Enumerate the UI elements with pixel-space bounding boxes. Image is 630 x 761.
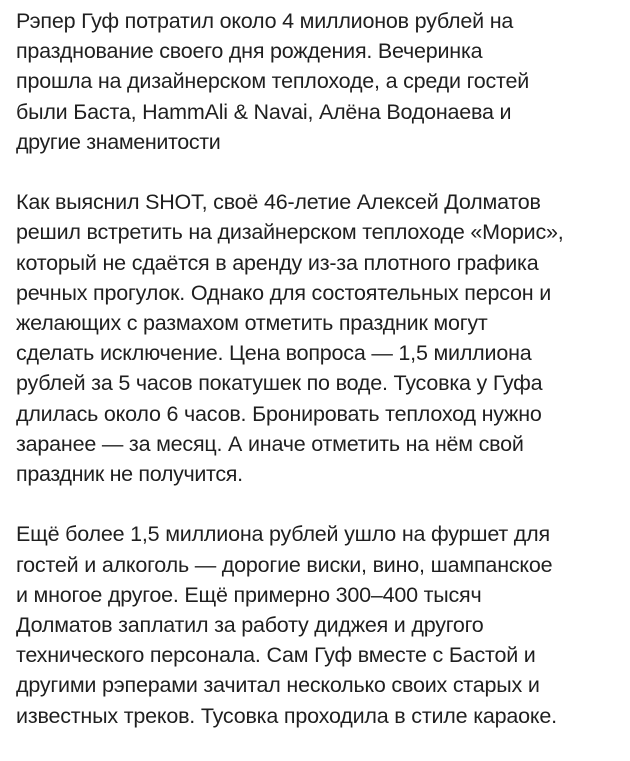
text-line: сделать исключение. Цена вопроса — 1,5 миллиона	[16, 341, 532, 366]
paragraph-details	[16, 187, 626, 489]
text-line: гостей и алкоголь — дорогие виски, вино, шампанское	[16, 552, 553, 577]
text-line: рублей за 5 часов покатушек по воде. Тусовка у Гуфа	[16, 371, 543, 396]
text-line: решил встретить на дизайнерском теплоходе «Морис»,	[16, 220, 564, 245]
text-line: который не сдаётся в аренду из-за плотного графика	[16, 250, 539, 275]
text-line: Как выяснил SHOT, своё 46-летие Алексей Долматов	[16, 190, 541, 215]
text-line: другими рэперами зачитал несколько своих старых и	[16, 673, 540, 698]
text-line: были Баста, HammAli & Navai, Алёна Водонаева и	[16, 99, 512, 124]
text-line: длилась около 6 часов. Бронировать теплоход нужно	[16, 401, 542, 426]
text-line: и многое другое. Ещё примерно 300–400 тысяч	[16, 582, 482, 607]
text-line: прошла на дизайнерском теплоходе, а среди гостей	[16, 69, 530, 94]
text-line: другие знаменитости	[16, 129, 221, 154]
paragraph-expenses	[16, 519, 626, 730]
text-line: известных треков. Тусовка проходила в стиле караоке.	[16, 703, 557, 728]
paragraph-intro	[16, 6, 626, 157]
text-line: технического персонала. Сам Гуф вместе с Бастой и	[16, 643, 536, 668]
text-line: желающих с размахом отметить праздник могут	[16, 311, 488, 336]
text-line: Рэпер Гуф потратил около 4 миллионов рублей на	[16, 9, 514, 33]
text-line: Ещё более 1,5 миллиона рублей ушло на фуршет для	[16, 522, 550, 547]
text-line: речных прогулок. Однако для состоятельных персон и	[16, 280, 552, 305]
text-line: Долматов заплатил за работу диджея и другого	[16, 613, 484, 638]
article-body	[16, 6, 626, 761]
text-line: заранее — за месяц. А иначе отметить на нём свой	[16, 431, 524, 456]
text-line: празднование своего дня рождения. Вечеринка	[16, 39, 483, 64]
text-line: праздник не получится.	[16, 462, 243, 487]
